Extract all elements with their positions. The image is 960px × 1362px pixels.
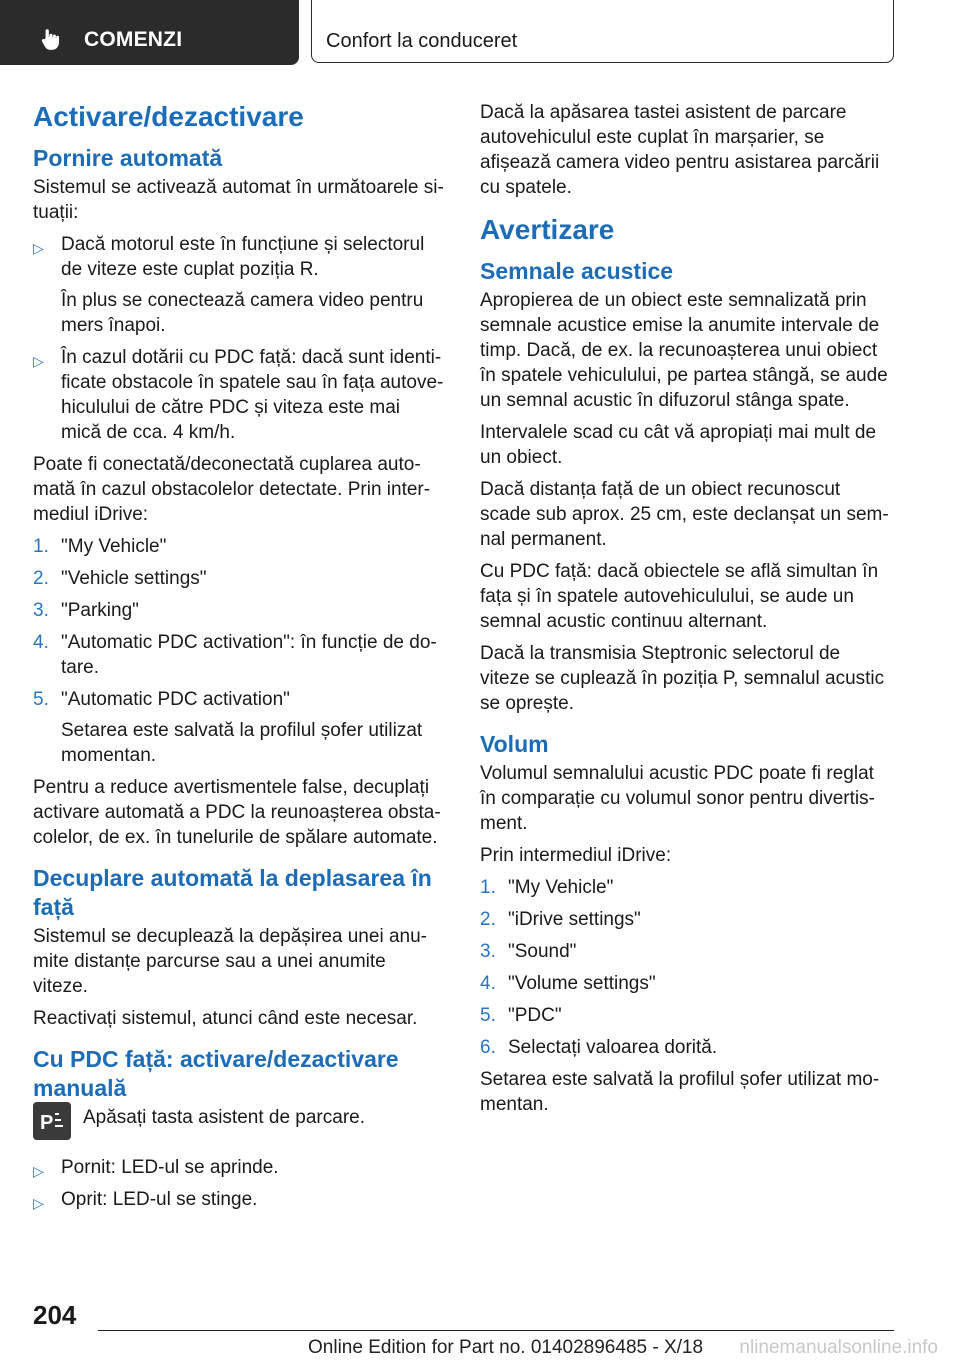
volume-text-2: Prin intermediul iDrive: xyxy=(480,845,672,866)
heading-volume: Volum xyxy=(480,731,549,757)
acoustic-para: Dacă distanța față de un obiect recunoscut scade sub aprox. 25 cm, este declanșat un semnal permanent. xyxy=(480,479,889,550)
list-item: 3. "Sound" xyxy=(480,941,577,962)
heading-auto-start: Pornire automată xyxy=(33,145,223,171)
chapter-title: Confort la conduceret xyxy=(326,30,518,52)
list-item: 6. Selectați valoarea dorită. xyxy=(480,1037,718,1058)
acoustic-para: Intervalele scad cu cât vă apropiați mai mult de un obiect. xyxy=(480,422,877,468)
volume-text-3: Setarea este salvată la profilul șofer utilizat momentan. xyxy=(480,1069,880,1115)
idrive-steps-parking xyxy=(33,534,445,768)
left-column xyxy=(33,100,445,1219)
parking-assistant-button-icon xyxy=(33,1102,71,1140)
triangle-bullet-icon: ▷ xyxy=(33,1163,44,1179)
triangle-bullet-icon: ▷ xyxy=(33,1195,44,1211)
false-warning-note: Pentru a reduce avertismentele false, decuplați activare automată a PDC la reunoașterea obstacolelor, de ex. în tunelurile de spălare automate. xyxy=(33,777,441,848)
button-instruction xyxy=(33,1105,445,1145)
auto-off-text-2: Reactivați sistemul, atunci când este necesar. xyxy=(33,1008,418,1029)
list-item: 4. "Automatic PDC activation": în funcție de dotare. xyxy=(33,632,437,678)
volume-text-1: Volumul semnalului acustic PDC poate fi reglat în comparație cu volumul sonor pentru divertisment. xyxy=(480,763,875,834)
acoustic-para: Dacă la transmisia Steptronic selectorul de viteze se cuplează în poziția P, semnalul acustic se oprește. xyxy=(480,643,885,714)
list-item: 1. "My Vehicle" xyxy=(480,877,614,898)
led-states xyxy=(33,1155,445,1212)
list-item: ▷ În cazul dotării cu PDC față: dacă sunt identificate obstacole în spatele sau în fața autovehiculului de către PDC și viteza este mai mică de cca. 4 km/h. xyxy=(33,347,444,443)
acoustic-para: Apropierea de un obiect este semnalizată prin semnale acustice emise la anumite intervale de timp. Dacă, de ex. la recunoașterea unui obiect în spatele vehiculului, pe partea stângă, se aude un semnal acustic în difuzorul stânga spate. xyxy=(480,290,888,411)
svg-text:P: P xyxy=(40,1112,54,1134)
section-tab xyxy=(0,0,299,65)
hand-pointer-icon xyxy=(38,26,64,52)
edition-info: Online Edition for Part no. 01402896485 - X/18 xyxy=(308,1337,704,1358)
triangle-bullet-icon: ▷ xyxy=(33,240,44,256)
title-warning: Avertizare xyxy=(480,214,615,245)
list-item: 5. "PDC" xyxy=(480,1005,562,1026)
triangle-bullet-icon: ▷ xyxy=(33,353,44,369)
list-item: 3. "Parking" xyxy=(33,600,139,621)
list-item: 2. "Vehicle settings" xyxy=(33,568,207,589)
heading-auto-off: Decuplare automată la deplasarea în față xyxy=(33,865,432,920)
auto-start-conditions xyxy=(33,232,445,445)
right-column xyxy=(480,100,892,1124)
footer-divider xyxy=(98,1330,894,1331)
title-activation: Activare/dezactivare xyxy=(33,101,304,132)
heading-manual: Cu PDC față: activare/dezactivare manuală xyxy=(33,1046,399,1101)
heading-acoustic: Semnale acustice xyxy=(480,258,674,284)
reverse-camera-text: Dacă la apăsarea tastei asistent de parcare autovehiculul este cuplat în marșarier, se afișează camera video pentru asistarea parcării cu spatele. xyxy=(480,102,880,198)
watermark: nlinemanualsonline.info xyxy=(739,1337,938,1358)
list-item: 4. "Volume settings" xyxy=(480,973,656,994)
auto-start-intro: Sistemul se activează automat în următoarele situații: xyxy=(33,177,444,223)
idrive-steps-volume xyxy=(480,875,892,1060)
section-title: COMENZI xyxy=(84,28,183,51)
acoustic-para: Cu PDC față: dacă obiectele se află simultan în fața și în spatele autovehiculului, se aude un semnal acustic continuu alternant. xyxy=(480,561,879,632)
list-item: 5. "Automatic PDC activation" Setarea este salvată la profilul șofer utilizat momentan. xyxy=(33,689,423,766)
auto-off-text-1: Sistemul se decuplează la depășirea unei anumite distanțe parcurse sau a unei anumite viteze. xyxy=(33,926,427,997)
page-header xyxy=(0,0,960,66)
auto-start-after: Poate fi conectată/deconectată cuplarea automată în cazul obstacolelor detectate. Prin intermediul iDrive: xyxy=(33,454,431,525)
list-item: 2. "iDrive settings" xyxy=(480,909,641,930)
list-item: 1. "My Vehicle" xyxy=(33,536,167,557)
list-item: ▷ Dacă motorul este în funcțiune și selectorul de viteze este cuplat poziția R. În plus se conectează camera video pentru mers înapoi. xyxy=(33,234,425,336)
list-item: ▷ Pornit: LED-ul se aprinde. xyxy=(33,1155,445,1180)
page-number: 204 xyxy=(33,1300,77,1330)
button-instruction-text: Apăsați tasta asistent de parcare. xyxy=(83,1107,365,1128)
list-item: ▷ Oprit: LED-ul se stinge. xyxy=(33,1187,445,1212)
